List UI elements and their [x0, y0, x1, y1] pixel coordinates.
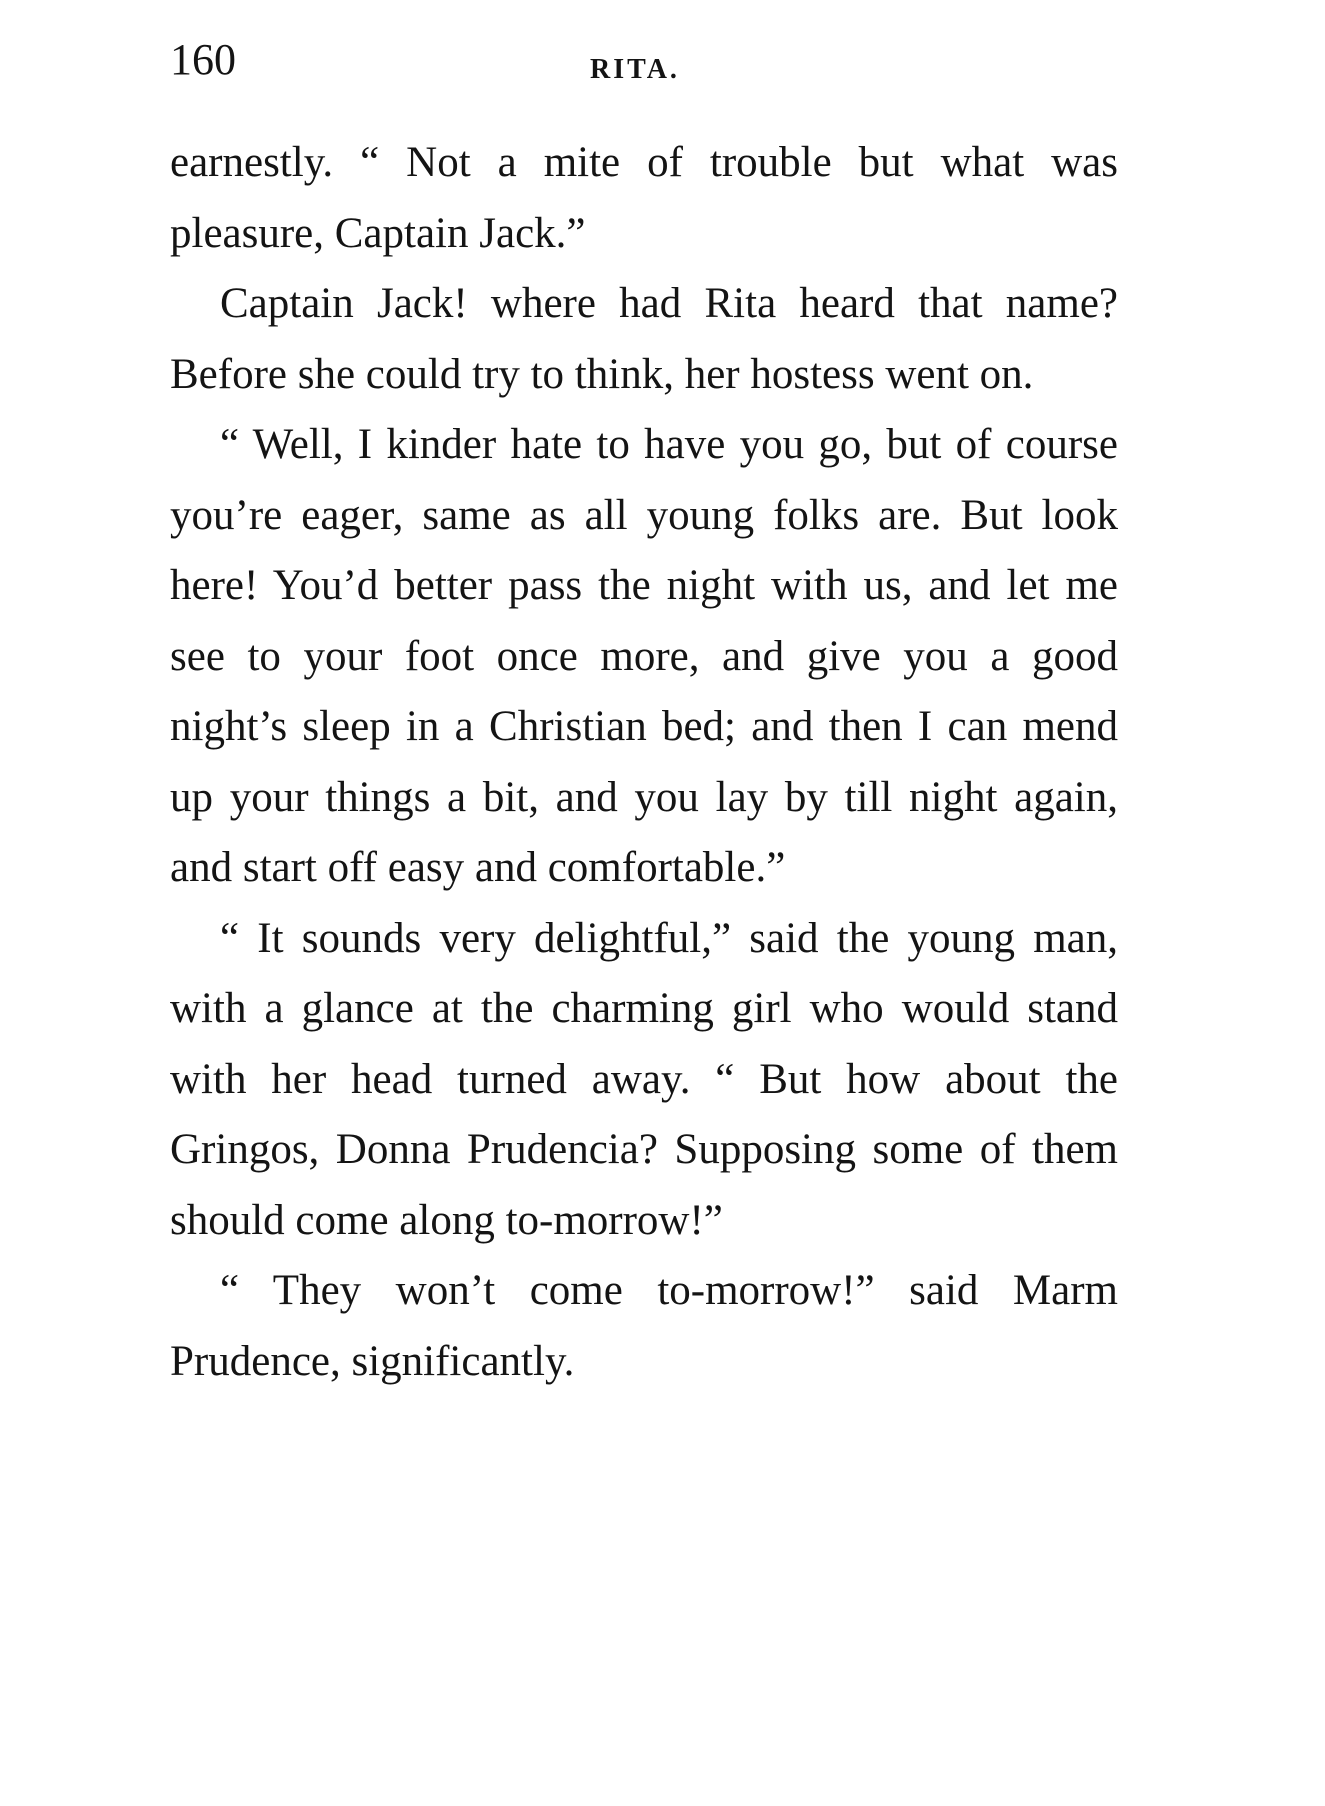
paragraph: “ It sounds very delightful,” said the young man, with a glance at the charming girl who would stand with her head turned away. “ But how about the Gringos, Donna Prudencia? Supposing some of them should come along to-morrow!” [170, 914, 1118, 1244]
paragraph: “ Well, I kinder hate to have you go, but of course you’re eager, same as all young folks are. But look here! You’d better pass the night with us, and let me see to your foot once more, and give you a good night’s sleep in a Christian bed; and then I can mend up your things a bit, and you lay by till night again, and start off easy and comfortable.” [170, 421, 1118, 891]
body-text [170, 128, 1118, 1397]
page-number: 160 [170, 35, 236, 84]
page-header [170, 30, 1118, 90]
paragraph-continued: earnestly. “ Not a mite of trouble but what was pleasure, Captain Jack.” [170, 139, 1118, 257]
paragraph: “ They won’t come to-morrow!” said Marm Prudence, significantly. [170, 1267, 1118, 1385]
paragraph: Captain Jack! where had Rita heard that name? Before she could try to think, her hostess went on. [170, 280, 1118, 398]
running-title: RITA. [590, 54, 680, 85]
